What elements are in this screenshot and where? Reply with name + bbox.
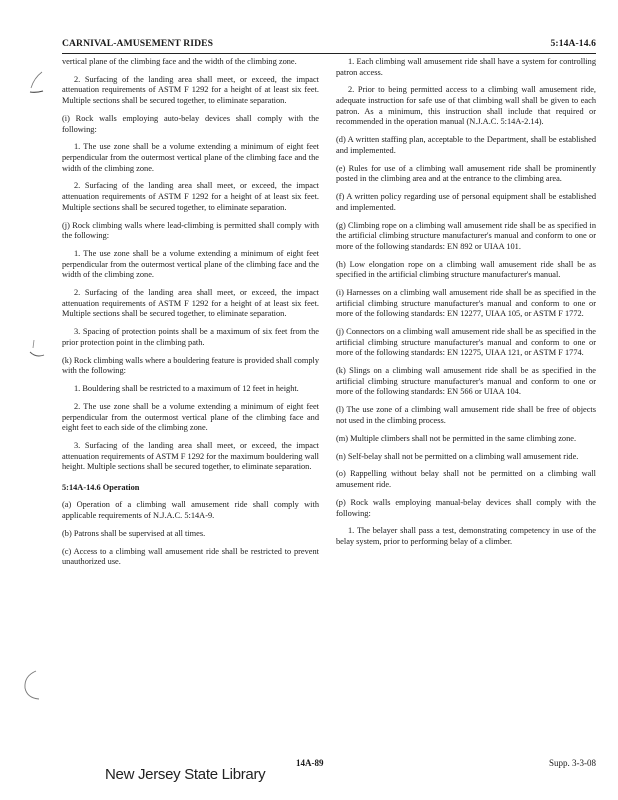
paragraph: 2. The use zone shall be a volume extending a minimum of eight feet perpendicular from the outermost vertical plane of the climbing face and eight feet to each side of the climbing zone.	[62, 401, 319, 433]
paragraph: 1. The use zone shall be a volume extending a minimum of eight feet perpendicular from the outermost vertical plane of the climbing face and the width of the climbing zone.	[62, 249, 319, 280]
paragraph: (l) The use zone of a climbing wall amusement ride shall be free of objects not used in the climbing process.	[336, 405, 596, 425]
paragraph: 2. Surfacing of the landing area shall meet, or exceed, the impact attenuation requirements of ASTM F 1292 for a height of at least six feet. Multiple sections shall be secured together, to eliminate separation.	[62, 181, 319, 212]
paragraph: (i) Harnesses on a climbing wall amusement ride shall be as specified in the artificial climbing structure manufacturer's manual and conform to one or more of the following standards: EN 12277, UIAA 105, or ASTM F 1772.	[336, 288, 596, 319]
paragraph: (f) A written policy regarding use of personal equipment shall be established and implemented.	[336, 192, 596, 212]
paragraph: 3. Surfacing of the landing area shall meet, or exceed, the impact attenuation requirements of ASTM F 1292 for the maximum bouldering wall height. Multiple sections shall be secured together, to eliminate separation.	[62, 441, 319, 472]
paragraph: (o) Rappelling without belay shall not be permitted on a climbing wall amusement ride.	[336, 469, 596, 490]
library-stamp: New Jersey State Library	[105, 766, 266, 783]
paragraph: 2. Surfacing of the landing area shall meet, or exceed, the impact attenuation requirements of ASTM F 1292 for a height of at least six feet. Multiple sections shall be secured together, to eliminate separation.	[62, 288, 319, 319]
page-number: 14A-89	[296, 758, 324, 768]
scan-margin-mark	[20, 668, 46, 704]
paragraph: 2. Surfacing of the landing area shall meet, or exceed, the impact attenuation requirements of ASTM F 1292 for a height of at least six feet. Multiple sections shall be secured together, to eliminate separation.	[62, 74, 319, 106]
header-rule	[62, 53, 596, 54]
paragraph: vertical plane of the climbing face and the width of the climbing zone.	[62, 57, 297, 66]
paragraph: (j) Connectors on a climbing wall amusement ride shall be as specified in the artificial climbing structure manufacturer's manual and conform to one or more of the following standards: EN 12275, UIAA 121, or ASTM F 1774.	[336, 327, 596, 358]
paragraph: (n) Self-belay shall not be permitted on a climbing wall amusement ride.	[336, 451, 579, 461]
paragraph: (k) Rock climbing walls where a bouldering feature is provided shall comply with the following:	[62, 355, 319, 376]
paragraph: (e) Rules for use of a climbing wall amusement ride shall be prominently posted in the climbing area and at the entrance to the climbing area.	[336, 163, 596, 184]
header-title: CARNIVAL-AMUSEMENT RIDES	[62, 38, 214, 49]
paragraph: 1. Each climbing wall amusement ride shall have a system for controlling patron access.	[336, 57, 596, 77]
paragraph: 1. The use zone shall be a volume extending a minimum of eight feet perpendicular from the outermost vertical plane of the climbing face and the width of the climbing zone.	[62, 142, 319, 173]
paragraph: (h) Low elongation rope on a climbing wall amusement ride shall be as specified in the artificial climbing structure manufacturer's manual.	[336, 259, 596, 280]
paragraph: (j) Rock climbing walls where lead-climbing is permitted shall comply with the following:	[62, 220, 319, 241]
header-section-number: 5:14A-14.6	[550, 38, 596, 49]
paragraph: (m) Multiple climbers shall not be permitted in the same climbing zone.	[336, 433, 577, 443]
section-heading: 5:14A-14.6 Operation	[62, 482, 140, 492]
scan-margin-mark	[26, 338, 50, 368]
paragraph: (b) Patrons shall be supervised at all times.	[62, 528, 206, 538]
paragraph: (p) Rock walls employing manual-belay devices shall comply with the following:	[336, 497, 596, 518]
paragraph: (k) Slings on a climbing wall amusement ride shall be as specified in the artificial climbing structure manufacturer's manual and conform to one or more of the following standards: EN 566 or UIAA 104.	[336, 366, 596, 397]
paragraph: (a) Operation of a climbing wall amusement ride shall comply with applicable requirements of N.J.A.C. 5:14A-9.	[62, 500, 319, 520]
paragraph: 3. Spacing of protection points shall be a maximum of six feet from the prior protection point in the climbing path.	[62, 327, 319, 347]
paragraph: 1. The belayer shall pass a test, demonstrating competency in use of the belay system, prior to performing belay of a climber.	[336, 526, 596, 546]
running-header	[62, 38, 596, 52]
paragraph: (i) Rock walls employing auto-belay devices shall comply with the following:	[62, 113, 319, 134]
paragraph: 1. Bouldering shall be restricted to a maximum of 12 feet in height.	[74, 384, 299, 394]
paragraph: (d) A written staffing plan, acceptable to the Department, shall be established and implemented.	[336, 135, 596, 155]
paragraph: 2. Prior to being permitted access to a climbing wall amusement ride, adequate instruction for safe use of that climbing wall shall be given to each patron. As a minimum, this instruction shall include that required or recommended in the operation manual (N.J.A.C. 5:14A-2.14).	[336, 85, 596, 127]
right-column	[336, 57, 596, 555]
supplement-date: Supp. 3-3-08	[549, 758, 596, 768]
scan-margin-mark	[26, 70, 50, 100]
left-column	[62, 57, 319, 575]
paragraph: (c) Access to a climbing wall amusement ride shall be restricted to prevent unauthorized use.	[62, 546, 319, 567]
paragraph: (g) Climbing rope on a climbing wall amusement ride shall be as specified in the artificial climbing structure manufacturer's manual and conform to one or more of the following standards: EN 892 or UIAA 101.	[336, 220, 596, 251]
